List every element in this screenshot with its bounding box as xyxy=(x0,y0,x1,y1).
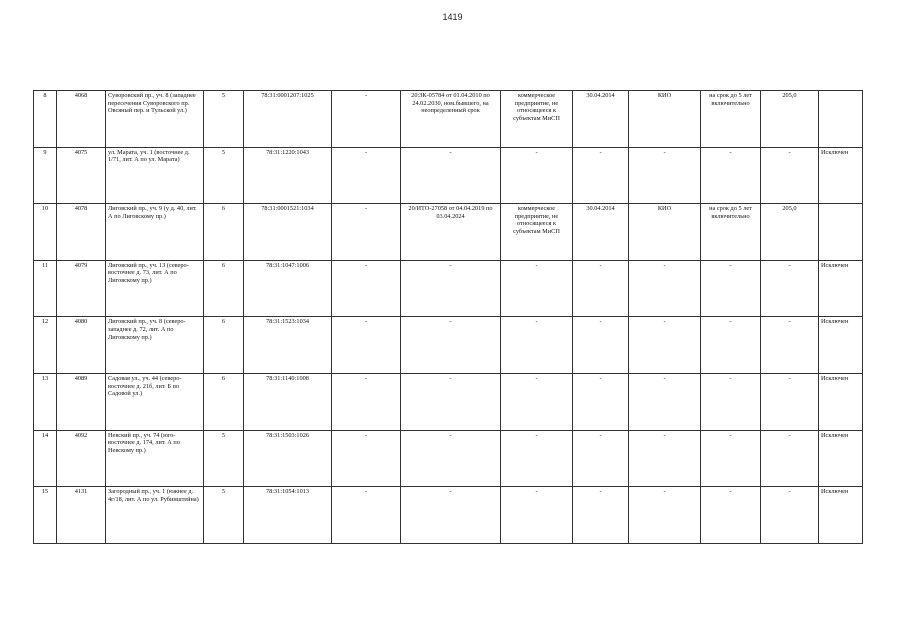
contract-cell: - xyxy=(401,317,501,374)
contract-cell: - xyxy=(401,373,501,430)
status-cell: Исключен xyxy=(819,260,863,317)
date-cell: - xyxy=(573,430,629,487)
column6-cell: - xyxy=(332,204,401,261)
column6-cell: - xyxy=(332,260,401,317)
status-cell xyxy=(819,91,863,148)
user-category-cell: коммерческое предприятие, не относящееся к субъектам МиСП xyxy=(501,91,573,148)
user-category-cell: - xyxy=(501,373,573,430)
row-number-cell: 14 xyxy=(34,430,57,487)
contract-cell: - xyxy=(401,430,501,487)
organization-cell: КИО xyxy=(629,204,701,261)
column6-cell: - xyxy=(332,430,401,487)
address-cell: Суворовский пр., уч. 8 (западнее пересечения Суворовского пр. Овсяный пер. и Тульской ул.) xyxy=(106,91,204,148)
object-id-cell: 4075 xyxy=(57,147,106,204)
user-category-cell: - xyxy=(501,317,573,374)
object-id-cell: 4068 xyxy=(57,91,106,148)
cadastral-number-cell: 78:31:0001521:1034 xyxy=(244,204,332,261)
object-id-cell: 4079 xyxy=(57,260,106,317)
object-id-cell: 4080 xyxy=(57,317,106,374)
table-row xyxy=(34,487,863,544)
organization-cell: КИО xyxy=(629,91,701,148)
zone-cell: 6 xyxy=(204,373,244,430)
status-cell xyxy=(819,204,863,261)
column6-cell: - xyxy=(332,487,401,544)
term-cell: на срок до 5 лет включительно xyxy=(701,204,761,261)
object-id-cell: 4078 xyxy=(57,204,106,261)
term-cell: на срок до 5 лет включительно xyxy=(701,91,761,148)
object-id-cell: 4131 xyxy=(57,487,106,544)
cadastral-number-cell: 78:31:1054:1013 xyxy=(244,487,332,544)
registry-rows xyxy=(34,91,863,544)
organization-cell: - xyxy=(629,430,701,487)
cadastral-number-cell: 78:31:1523:1034 xyxy=(244,317,332,374)
object-id-cell: 4089 xyxy=(57,373,106,430)
term-cell: - xyxy=(701,430,761,487)
date-cell: - xyxy=(573,317,629,374)
row-number-cell: 11 xyxy=(34,260,57,317)
row-number-cell: 12 xyxy=(34,317,57,374)
table-row xyxy=(34,91,863,148)
area-cell: - xyxy=(761,373,819,430)
address-cell: Невский пр., уч. 74 (юго-восточнее д. 174, лит. А по Невскому пр.) xyxy=(106,430,204,487)
area-cell: - xyxy=(761,430,819,487)
zone-cell: 5 xyxy=(204,147,244,204)
user-category-cell: - xyxy=(501,260,573,317)
table-row xyxy=(34,204,863,261)
column6-cell: - xyxy=(332,317,401,374)
zone-cell: 5 xyxy=(204,487,244,544)
cadastral-number-cell: 78:31:1047:1006 xyxy=(244,260,332,317)
user-category-cell: - xyxy=(501,147,573,204)
status-cell: Исключен xyxy=(819,487,863,544)
address-cell: Загородный пр., уч. 1 (южнее д. 4г/18, лит. А по ул. Рубинштейна) xyxy=(106,487,204,544)
zone-cell: 6 xyxy=(204,204,244,261)
date-cell: 30.04.2014 xyxy=(573,91,629,148)
row-number-cell: 8 xyxy=(34,91,57,148)
zone-cell: 6 xyxy=(204,260,244,317)
organization-cell: - xyxy=(629,260,701,317)
contract-cell: 20/ИТО-27058 от 04.04.2019 по 03.04.2024 xyxy=(401,204,501,261)
cadastral-number-cell: 78:31:1503:1026 xyxy=(244,430,332,487)
cadastral-number-cell: 78:31:1140:1008 xyxy=(244,373,332,430)
status-cell: Исключен xyxy=(819,147,863,204)
column6-cell: - xyxy=(332,91,401,148)
zone-cell: 5 xyxy=(204,91,244,148)
contract-cell: - xyxy=(401,147,501,204)
user-category-cell: коммерческое предприятие, не относящееся к субъектам МиСП xyxy=(501,204,573,261)
area-cell: 205,0 xyxy=(761,91,819,148)
page-number: 1419 xyxy=(442,12,463,22)
row-number-cell: 10 xyxy=(34,204,57,261)
address-cell: Лиговский пр., уч. 13 (северо-восточнее д. 73, лит. А по Лиговскому пр.) xyxy=(106,260,204,317)
organization-cell: - xyxy=(629,147,701,204)
term-cell: - xyxy=(701,487,761,544)
organization-cell: - xyxy=(629,317,701,374)
organization-cell: - xyxy=(629,373,701,430)
contract-cell: 20:ЗК-05784 от 01.04.2010 по 24.02.2030, ном.бывшего, на неопределенный срок xyxy=(401,91,501,148)
cadastral-number-cell: 78:31:1220:1043 xyxy=(244,147,332,204)
address-cell: Лиговский пр., уч. 8 (северо-западнее д. 72, лит. А по Лиговскому пр.) xyxy=(106,317,204,374)
table-row xyxy=(34,317,863,374)
row-number-cell: 13 xyxy=(34,373,57,430)
registry-table xyxy=(33,90,863,544)
zone-cell: 6 xyxy=(204,317,244,374)
table-row xyxy=(34,373,863,430)
term-cell: - xyxy=(701,147,761,204)
date-cell: 30.04.2014 xyxy=(573,204,629,261)
term-cell: - xyxy=(701,317,761,374)
row-number-cell: 9 xyxy=(34,147,57,204)
term-cell: - xyxy=(701,373,761,430)
contract-cell: - xyxy=(401,260,501,317)
date-cell: - xyxy=(573,487,629,544)
address-cell: ул. Марата, уч. 1 (восточнее д. 1/71, лит. А по ул. Марата) xyxy=(106,147,204,204)
area-cell: - xyxy=(761,317,819,374)
address-cell: Лиговский пр., уч. 9 (у д. 40, лит. А по Лиговскому пр.) xyxy=(106,204,204,261)
date-cell: - xyxy=(573,373,629,430)
area-cell: 205,0 xyxy=(761,204,819,261)
table-row xyxy=(34,430,863,487)
area-cell: - xyxy=(761,147,819,204)
status-cell: Исключен xyxy=(819,430,863,487)
column6-cell: - xyxy=(332,147,401,204)
column6-cell: - xyxy=(332,373,401,430)
zone-cell: 5 xyxy=(204,430,244,487)
organization-cell: - xyxy=(629,487,701,544)
status-cell: Исключен xyxy=(819,317,863,374)
row-number-cell: 15 xyxy=(34,487,57,544)
object-id-cell: 4092 xyxy=(57,430,106,487)
date-cell: - xyxy=(573,260,629,317)
table-row xyxy=(34,260,863,317)
term-cell: - xyxy=(701,260,761,317)
user-category-cell: - xyxy=(501,430,573,487)
table-row xyxy=(34,147,863,204)
date-cell: - xyxy=(573,147,629,204)
status-cell: Исключен xyxy=(819,373,863,430)
user-category-cell: - xyxy=(501,487,573,544)
cadastral-number-cell: 78:31:0001207:1025 xyxy=(244,91,332,148)
area-cell: - xyxy=(761,260,819,317)
area-cell: - xyxy=(761,487,819,544)
address-cell: Садовая ул., уч. 44 (северо-восточнее д. 21б, лит. Б по Садовой ул.) xyxy=(106,373,204,430)
contract-cell: - xyxy=(401,487,501,544)
